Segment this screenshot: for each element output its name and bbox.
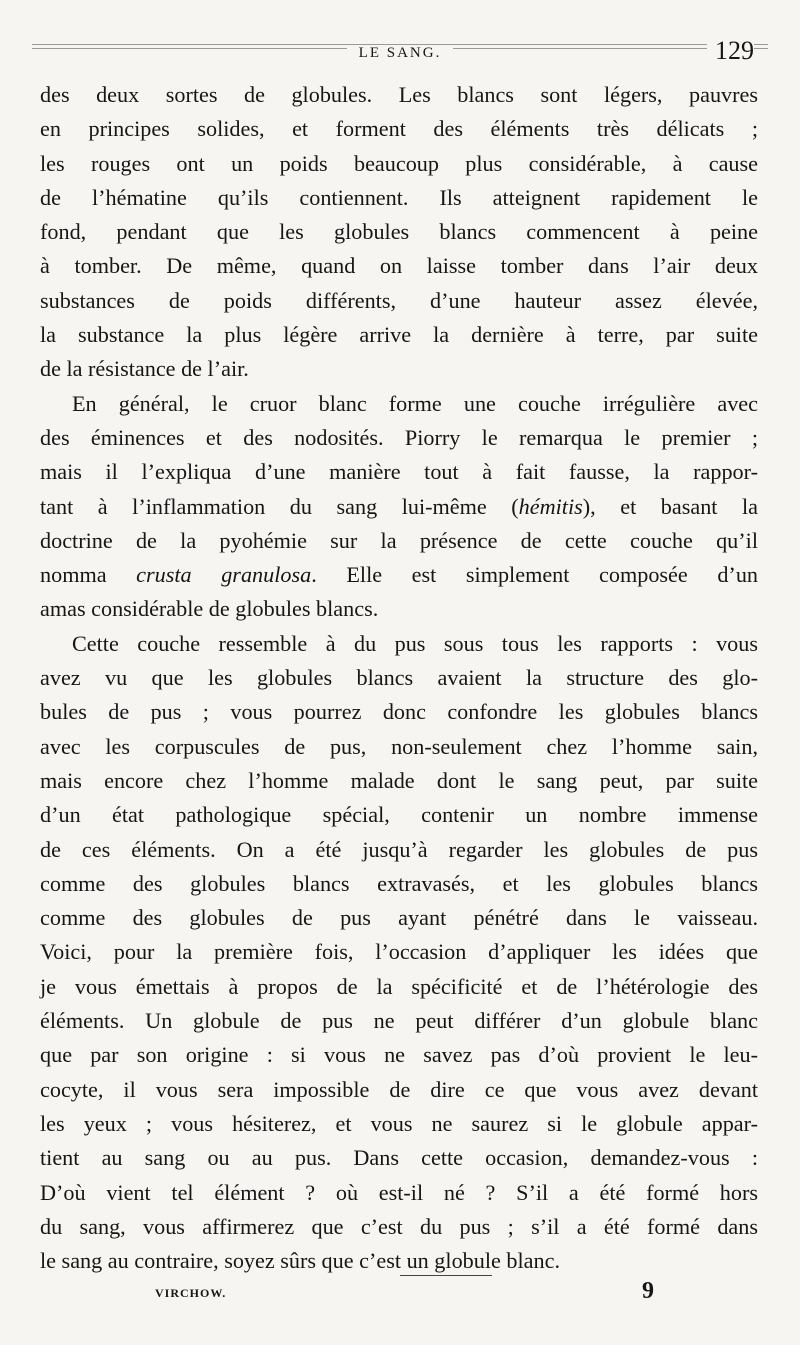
footer-rule [400, 1275, 492, 1276]
text-line: en principes solides, et forment des éléments très délicats ; [40, 116, 758, 142]
text-line: du sang, vous affirmerez que c’est du pus ; s’il a été formé dans [40, 1213, 758, 1239]
text-line: mais il l’expliqua d’une manière tout à fait fausse, la rappor- [40, 459, 758, 485]
text-line: En général, le cruor blanc forme une couche irrégulière avec [72, 390, 758, 416]
text-line: éléments. Un globule de pus ne peut différer d’un globule blanc [40, 1008, 758, 1034]
text-line: avec les corpuscules de pus, non-seulement chez l’homme sain, [40, 733, 758, 759]
text-line: Cette couche ressemble à du pus sous tous les rapports : vous [72, 630, 758, 656]
text-line: d’un état pathologique spécial, contenir un nombre immense [40, 802, 758, 828]
text-line: tient au sang ou au pus. Dans cette occasion, demandez-vous : [40, 1145, 758, 1171]
paragraph [40, 627, 758, 1279]
text-line: des éminences et des nodosités. Piorry le remarqua le premier ; [40, 424, 758, 450]
text-line: amas considérable de globules blancs. [40, 596, 379, 622]
text-line: comme des globules blancs extravasés, et les globules blancs [40, 870, 758, 896]
text-line: je vous émettais à propos de la spécificité et de l’hétérologie des [40, 973, 758, 999]
paragraph [40, 387, 758, 627]
text-line: de ces éléments. On a été jusqu’à regarder les globules de pus [40, 836, 758, 862]
page-number: 129 [707, 36, 754, 66]
text-line: mais encore chez l’homme malade dont le sang peut, par suite [40, 767, 758, 793]
text-line: tant à l’inflammation du sang lui-même (hémitis), et basant la [40, 493, 758, 519]
text-line: cocyte, il vous sera impossible de dire ce que vous avez devant [40, 1076, 758, 1102]
printer-signature: VIRCHOW. [155, 1286, 227, 1300]
text-line: des deux sortes de globules. Les blancs sont légers, pauvres [40, 82, 758, 107]
text-line: fond, pendant que les globules blancs commencent à peine [40, 219, 758, 245]
text-line: nomma crusta granulosa. Elle est simplement composée d’un [40, 562, 759, 588]
text-line: la substance la plus légère arrive la dernière à terre, par suite [40, 322, 758, 348]
text-line: que par son origine : si vous ne savez pas d’où provient le leu- [40, 1042, 758, 1068]
text-line: comme des globules de pus ayant pénétré dans le vaisseau. [40, 905, 758, 931]
text-line: les yeux ; vous hésiterez, et vous ne saurez si le globule appar- [40, 1110, 758, 1136]
text-line: les rouges ont un poids beaucoup plus considérable, à cause [40, 150, 758, 176]
text-line: à tomber. De même, quand on laisse tomber dans l’air deux [40, 253, 758, 279]
text-line: avez vu que les globules blancs avaient la structure des glo- [40, 665, 758, 691]
text-line: substances de poids différents, d’une hauteur assez élevée, [40, 287, 758, 313]
sheet-number: 9 [642, 1278, 654, 1304]
text-line: de la résistance de l’air. [40, 356, 249, 382]
text-line: de l’hématine qu’ils contiennent. Ils atteignent rapidement le [40, 184, 758, 210]
text-line: bules de pus ; vous pourrez donc confondre les globules blancs [40, 699, 758, 725]
text-line: D’où vient tel élément ? où est-il né ? S’il a été formé hors [40, 1179, 758, 1205]
body-text [40, 78, 758, 1278]
text-line: Voici, pour la première fois, l’occasion d’appliquer les idées que [40, 939, 758, 965]
paragraph [40, 78, 758, 387]
text-line: doctrine de la pyohémie sur la présence de cette couche qu’il [40, 527, 758, 553]
text-line: le sang au contraire, soyez sûrs que c’est un globule blanc. [40, 1248, 560, 1274]
running-title: LE SANG. [0, 40, 800, 66]
